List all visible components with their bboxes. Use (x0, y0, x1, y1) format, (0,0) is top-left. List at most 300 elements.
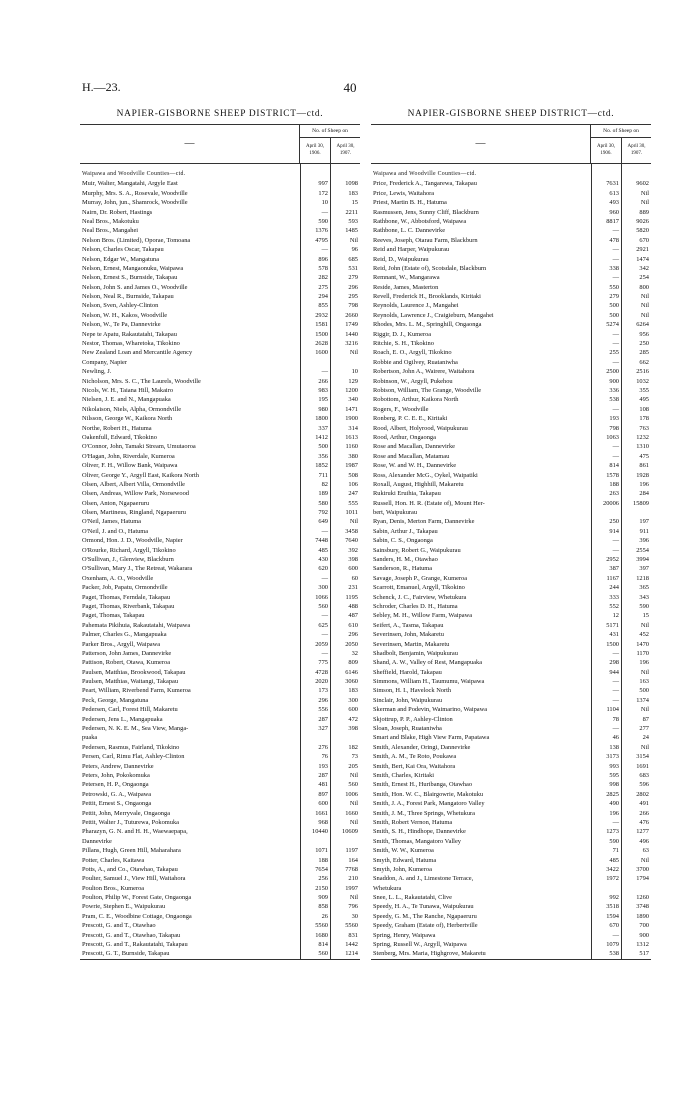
owner-name: Rood, Arthur, Ongaonga (373, 433, 436, 441)
table-row (80, 837, 360, 846)
sheep-1906: 196 (609, 809, 619, 817)
table-row (80, 339, 360, 348)
table-row (371, 517, 651, 526)
table-row (371, 414, 651, 423)
sheep-1906: 3173 (606, 753, 619, 761)
sheep-1907: 300 (348, 696, 358, 704)
sheep-1906: 298 (609, 659, 619, 667)
owner-name: Speedy, Graham (Estate of), Herbertville (373, 922, 478, 930)
sheep-1906: 287 (318, 772, 328, 779)
sheep-1907: 355 (639, 386, 649, 394)
table-header (371, 125, 651, 164)
sheep-1906: 3518 (606, 903, 619, 911)
sheep-1906 (300, 733, 330, 742)
table-row (80, 686, 360, 695)
table-row (371, 827, 651, 836)
sheep-1907: 210 (348, 875, 358, 883)
owner-name: Sanderson, R., Hatuma (373, 565, 433, 573)
sheep-1906: 193 (609, 415, 619, 423)
page-number: 40 (343, 80, 357, 95)
table-row (80, 311, 360, 320)
sheep-1906: 560 (318, 950, 328, 958)
owner-name: puaka (82, 734, 98, 742)
owner-name: Riggir, D. J., Kumeroa (373, 330, 432, 338)
table-row (80, 865, 360, 874)
table-row (80, 489, 360, 498)
table-row (80, 226, 360, 235)
owner-name: Robison, William, The Grange, Woodville (373, 386, 482, 394)
table-row (80, 424, 360, 433)
owner-name: Pattison, Robert, Otawa, Kumeroa (82, 659, 171, 667)
sheep-1906: 300 (318, 584, 328, 592)
sheep-1906: 993 (609, 762, 619, 770)
table-row (371, 499, 651, 508)
table-row (371, 536, 651, 545)
table-row (371, 921, 651, 930)
table-row (80, 255, 360, 264)
table-row (371, 283, 651, 292)
column-title: NAPIER-GISBORNE SHEEP DISTRICT—ctd. (407, 109, 615, 119)
table-row (80, 471, 360, 480)
sheep-1907: 683 (639, 772, 649, 779)
owner-name: Roach, E. O., Argyll, Tikokino (373, 349, 452, 357)
owner-name: Neal Bros., Mangahei (82, 227, 139, 235)
year-1906-header: April 30, 1906. (596, 144, 616, 156)
owner-name: Company, Napier (82, 358, 128, 366)
sheep-1907: 3154 (636, 753, 649, 761)
sheep-1907: 295 (348, 293, 358, 301)
sheep-1906: 980 (318, 405, 328, 413)
sheep-1907: Nil (349, 894, 358, 902)
sheep-1907: 254 (639, 274, 649, 282)
sheep-1906: — (612, 255, 619, 263)
sheep-1907: 596 (639, 781, 649, 789)
sheep-1906: — (612, 274, 619, 282)
table-row (371, 799, 651, 808)
sheep-1906: — (612, 537, 619, 545)
sheep-1906: 493 (609, 199, 619, 207)
owner-name: Reeves, Joseph, Otarau Farm, Blackburn (373, 236, 478, 244)
owner-name: Ross, Alexander McG., Oykel, Waipatiki (373, 471, 478, 479)
owner-name: Severinsen, Martin, Makaretu (373, 640, 450, 648)
sheep-1906: 173 (318, 687, 328, 695)
table-row (80, 743, 360, 752)
owner-name: Nelson, Sven, Ashley-Clinton (82, 302, 159, 310)
owner-name: Newling, J. (82, 368, 112, 376)
sheep-1906: — (612, 649, 619, 657)
sheep-1907: 496 (639, 837, 649, 845)
sheep-1906: 500 (609, 302, 619, 310)
sheep-1907: 809 (348, 659, 358, 667)
table-row (371, 602, 651, 611)
table-row (371, 330, 651, 339)
owner-name: Smith, J. A., Forest Park, Mangatoro Valley (373, 800, 485, 808)
sheep-1906: 1376 (315, 227, 328, 235)
sheep-1907: 1900 (345, 415, 358, 423)
table-row (371, 245, 651, 254)
sheep-1906: 296 (318, 696, 328, 704)
owner-name: Pharazyn, G. N. and H. H., Waewaepapa, (82, 828, 188, 836)
sheep-1907: 531 (348, 264, 358, 272)
sheep-1907: 1794 (636, 875, 649, 883)
sheep-1906: — (321, 631, 328, 639)
sheep-1907: 5820 (636, 227, 649, 235)
sheep-1906: 792 (318, 509, 328, 517)
table-row (80, 527, 360, 536)
sheep-1906: 337 (318, 424, 328, 432)
table-row (371, 574, 651, 583)
sheep-1906: 485 (609, 856, 619, 864)
sheep-1906: 613 (609, 189, 619, 197)
owner-name: Nicols, W. H., Taiana Hill, Makairo (82, 386, 174, 394)
table-row (371, 508, 651, 517)
table-row (371, 292, 651, 301)
table-row (80, 273, 360, 282)
owner-name: Skerman and Podevin, Waimarino, Waipawa (373, 706, 488, 714)
table-row (80, 499, 360, 508)
sheep-1907: 1890 (636, 912, 649, 920)
table-row (80, 705, 360, 714)
table-row (371, 189, 651, 198)
sheep-1906: 78 (612, 715, 619, 723)
sheep-1906: 944 (609, 668, 619, 676)
sheep-1906: 538 (609, 950, 619, 958)
sheep-1906: 814 (318, 941, 328, 949)
sheep-1907: 800 (639, 283, 649, 291)
table-row (371, 949, 651, 958)
sheep-1906: — (321, 649, 328, 657)
sheep-1906: — (612, 227, 619, 235)
table-row (371, 480, 651, 489)
sheep-1906: 275 (318, 283, 328, 291)
owner-name: Seifert, A., Tasma, Takapau (373, 621, 444, 629)
table-row (371, 668, 651, 677)
sheep-1906: 858 (318, 903, 328, 911)
table-row (80, 348, 360, 357)
sheep-1907: 1218 (636, 574, 649, 582)
table-row (371, 358, 651, 367)
owner-name: Nicholson, Mrs. S. C., The Laurels, Woodville (82, 377, 201, 385)
owner-name: O'Sullivan, Mary J., The Retreat, Wakarara (82, 565, 193, 573)
table-row (80, 198, 360, 207)
sheep-1906: 193 (318, 762, 328, 770)
owner-name: Rathbone, L. C. Dannevirke (373, 227, 446, 235)
sheep-1907: 15 (642, 612, 649, 620)
owner-name: Peck, George, Mangatuna (82, 696, 149, 704)
table-row (371, 705, 651, 714)
sheep-1907: 15809 (633, 499, 649, 507)
owner-name: Oliver, F. H., Willow Bank, Waipawa (82, 462, 178, 470)
sheep-1906: 282 (318, 274, 328, 282)
sheep-1906: 775 (318, 659, 328, 667)
owner-name: Poulton, Philip W., Forest Gate, Ongaonga (82, 894, 192, 902)
owner-name: Sheffield, Harold, Takapau (373, 668, 442, 676)
sheep-1906: 560 (318, 602, 328, 610)
sheep-1906: 914 (609, 527, 619, 535)
sheep-1907: 396 (639, 537, 649, 545)
sheep-1907: 2660 (345, 311, 358, 319)
sheep-1906: 600 (318, 800, 328, 808)
sheep-1907: 340 (348, 396, 358, 404)
table-row (371, 198, 651, 207)
table-row (371, 452, 651, 461)
sheep-1906: 82 (321, 480, 328, 488)
owner-name: Severinsen, John, Makaretu (373, 631, 444, 639)
sheep-1906: 2628 (315, 340, 328, 348)
table-row (80, 799, 360, 808)
owner-name: Nelson, Edgar W., Mangatuna (82, 255, 160, 263)
owner-name: Price, Lewis, Waitahora (373, 189, 435, 197)
owner-name: Potter, Charles, Kaitawa (82, 856, 145, 864)
page-reference: H.—23. (82, 80, 121, 94)
owner-name: Peters, John, Pokokomuka (82, 772, 150, 779)
table-row (80, 809, 360, 818)
sheep-1907: 1928 (636, 471, 649, 479)
sheep-1907: 392 (348, 546, 358, 554)
sheep-1907: Nil (640, 293, 649, 301)
table-row (371, 583, 651, 592)
table-row (80, 677, 360, 686)
sheep-1906: 2059 (315, 640, 328, 648)
sheep-1906: 1500 (606, 640, 619, 648)
table-row (80, 724, 360, 733)
sheep-1907: 3458 (345, 527, 358, 535)
owner-name: Nielsen, J. E. and N., Mangapuaka (82, 396, 171, 404)
table-row (371, 818, 651, 827)
sheep-1907: Nil (349, 518, 358, 526)
table-row (80, 902, 360, 911)
owner-name: Pedersen, Carl, Forest Hill, Makaretu (82, 706, 178, 714)
owner-name: Northe, Robert H., Hatuma (82, 424, 152, 432)
sheep-1907 (330, 358, 360, 367)
owner-name: Rogers, F., Woodville (373, 405, 429, 413)
sheep-1907: 796 (348, 903, 358, 911)
sheep-1907: 30 (351, 912, 358, 920)
sheep-1906: 538 (609, 396, 619, 404)
sheep-1906: 71 (612, 847, 619, 855)
owner-name: Olsen, Andreas, Willow Park, Norsewood (82, 490, 190, 498)
owner-name: Paget, Thomas, Riverbank, Takapau (82, 602, 175, 610)
sheep-1906: 138 (609, 743, 619, 751)
sheep-1906: 552 (609, 602, 619, 610)
table-row (371, 865, 651, 874)
owner-name: Persen, Carl, Rimu Flat, Ashley-Clinton (82, 753, 185, 761)
table-rows (371, 179, 651, 958)
owner-name: Ritchie, S. H., Tikokino (373, 340, 434, 348)
sheep-1907: 277 (639, 725, 649, 733)
sheep-1907: 96 (351, 246, 358, 254)
owner-name: Speedy, H. A., Te Tunawa, Waipukurau (373, 903, 474, 911)
sheep-1907: 2050 (345, 640, 358, 648)
sheep-1907: 670 (639, 236, 649, 244)
table-row (80, 668, 360, 677)
sheep-1907: 397 (639, 565, 649, 573)
table-row (371, 264, 651, 273)
sheep-1907: 1195 (345, 593, 358, 601)
table-row (371, 771, 651, 780)
sheep-1907: 1749 (345, 321, 358, 329)
sheep-1906 (591, 884, 621, 893)
owner-name: Ronberg, P. C. E. E., Kiritaki (373, 415, 448, 423)
owner-name: Reside, James, Masterton (373, 283, 439, 291)
table-row (371, 752, 651, 761)
sheep-1906: 256 (318, 875, 328, 883)
sheep-1907: 63 (642, 847, 649, 855)
table-row (371, 846, 651, 855)
owner-name: Pettit, Ernest S., Ongaonga (82, 800, 152, 808)
owner-name: Robottom, Arthur, Kaikora North (373, 396, 459, 404)
sheep-1907: 1997 (345, 884, 358, 892)
owner-name: Powrie, Stephen E., Waipukurau (82, 903, 166, 911)
table-row (371, 339, 651, 348)
table-row (371, 386, 651, 395)
owner-name: Shand, A. W., Valley of Rest, Mangapuaka (373, 659, 483, 667)
table-row (371, 424, 651, 433)
sheep-1906: — (321, 527, 328, 535)
sheep-1907: 183 (348, 687, 358, 695)
table-row (371, 208, 651, 217)
table-row (371, 715, 651, 724)
sheep-1907: 365 (639, 584, 649, 592)
sheep-1906: 909 (318, 894, 328, 902)
sheep-1906: 997 (318, 180, 328, 188)
sheep-1907: 1471 (345, 405, 358, 413)
sheep-1906: 960 (609, 208, 619, 216)
table-row (80, 245, 360, 254)
year-1907-header: April 30, 1907. (330, 138, 360, 163)
sheep-1907: 889 (639, 208, 649, 216)
owner-name: Smith, Charles, Kiritaki (373, 772, 435, 779)
table-row (80, 733, 360, 742)
sheep-1907: 343 (639, 593, 649, 601)
owner-name: Pahemata Pikihuia, Rakautatahi, Waipawa (82, 621, 191, 629)
table-row (80, 442, 360, 451)
table-header (80, 125, 360, 164)
sheep-1907: 380 (348, 452, 358, 460)
sheep-1907: 6264 (636, 321, 649, 329)
sheep-1907: 1312 (636, 941, 649, 949)
owner-name: Sabin, Arthur J., Takapau (373, 527, 438, 535)
owner-name: bert, Waipukurau (373, 509, 418, 517)
owner-name: Olsen, Albert, Albert Villa, Ormondville (82, 480, 185, 488)
sheep-1906: — (612, 678, 619, 686)
sheep-1907: 555 (348, 499, 358, 507)
sheep-1906: 287 (318, 715, 328, 723)
sheep-1906: — (612, 443, 619, 451)
sheep-1906: — (612, 405, 619, 413)
table-row (80, 358, 360, 367)
sheep-1907: 1170 (636, 649, 649, 657)
sheep-1907: 10 (351, 368, 358, 376)
sheep-1906: — (612, 725, 619, 733)
sheep-1907: 196 (639, 659, 649, 667)
sheep-1906: 897 (318, 790, 328, 798)
owner-column-header: — (184, 138, 195, 149)
table-row (371, 301, 651, 310)
owner-name: O'Hagan, John, Riverdale, Kumeroa (82, 452, 175, 460)
sheep-1907: 1032 (636, 377, 649, 385)
sheep-1906: 1600 (315, 349, 328, 357)
table-row (80, 780, 360, 789)
sheep-1906: 1079 (606, 941, 619, 949)
sheep-1907: 1160 (345, 443, 358, 451)
sheep-1906: 10 (321, 199, 328, 207)
sheep-table (371, 124, 651, 960)
owner-name: Smart and Blake, High View Farm, Papatawa (373, 734, 490, 742)
owner-name: Shadbolt, Benjamin, Waipukurau (373, 649, 458, 657)
sheep-1906: — (612, 931, 619, 939)
sheep-1907: Nil (640, 743, 649, 751)
table-row (371, 686, 651, 695)
owner-name: Petrowski, G. A., Waipawa (82, 790, 152, 798)
owner-name: Smith, S. H., Hindhope, Dannevirke (373, 828, 466, 836)
table-row (80, 940, 360, 949)
owner-name: O'Neil, J. and O., Hatuma (82, 527, 149, 535)
owner-name: Sebley, M. H., Willow Farm, Waipawa (373, 612, 473, 620)
sheep-1906: 2932 (315, 311, 328, 319)
owner-name: Spring, Russell W., Argyll, Waipawa (373, 941, 467, 949)
table-row (80, 602, 360, 611)
sheep-1906: 172 (318, 189, 328, 197)
sheep-1906: — (612, 330, 619, 338)
owner-name: Nelson Bros. (Limited), Oporae, Tomoana (82, 236, 191, 244)
sheep-1907: 1474 (636, 255, 649, 263)
sheep-1907: 1660 (345, 809, 358, 817)
table-row (80, 546, 360, 555)
table-row (80, 292, 360, 301)
section-heading: Waipawa and Woodville Counties—ctd. (82, 171, 186, 177)
table-row (371, 217, 651, 226)
table-row (80, 367, 360, 376)
sheep-1907: 231 (348, 584, 358, 592)
table-row (371, 893, 651, 902)
sheep-1906: 896 (318, 255, 328, 263)
table-rows (80, 179, 360, 958)
sheep-1906: 5171 (606, 621, 619, 629)
sheep-1907: 1691 (636, 762, 649, 770)
sheep-1906: 1800 (315, 415, 328, 423)
sheep-1907: 685 (348, 255, 358, 263)
sheep-1906: 250 (609, 518, 619, 526)
sheep-1906: 1972 (606, 875, 619, 883)
sheep-1907: 32 (351, 649, 358, 657)
sheep-1907: 2921 (636, 246, 649, 254)
table-row (371, 837, 651, 846)
sheep-1906: 1661 (315, 809, 328, 817)
sheep-1907: 1440 (345, 330, 358, 338)
table-row (371, 658, 651, 667)
table-row (80, 508, 360, 517)
sheep-1906: 336 (609, 386, 619, 394)
sheep-1907: Nil (640, 706, 649, 714)
owner-name: Prescott, G. and T., Otawhao, Takapau (82, 931, 181, 939)
table-row (80, 649, 360, 658)
sheep-1907: Nil (640, 189, 649, 197)
owner-name: Smith, Ernest H., Huribanga, Otawhao (373, 781, 473, 789)
sheep-1906: 188 (609, 480, 619, 488)
sheep-1906: 5560 (315, 922, 328, 930)
sheep-1906: 195 (318, 396, 328, 404)
owner-name: Paget, Thomas, Ferndale, Takapau (82, 593, 171, 601)
owner-name: Parker Bros., Argyll, Waipawa (82, 640, 161, 648)
sheep-1906: 1680 (315, 931, 328, 939)
sheep-1906: 10440 (312, 828, 328, 836)
owner-name: Poulton Bros., Kumeroa (82, 884, 145, 892)
owner-name: Robbie and Ogilvey, Ruataniwha (373, 358, 458, 366)
owner-name: Stenberg, Mrs. Maria, Highgrove, Makaretu (373, 950, 486, 958)
owner-name: Petersen, H. P., Ongaonga (82, 781, 149, 789)
sheep-1907: 250 (639, 340, 649, 348)
